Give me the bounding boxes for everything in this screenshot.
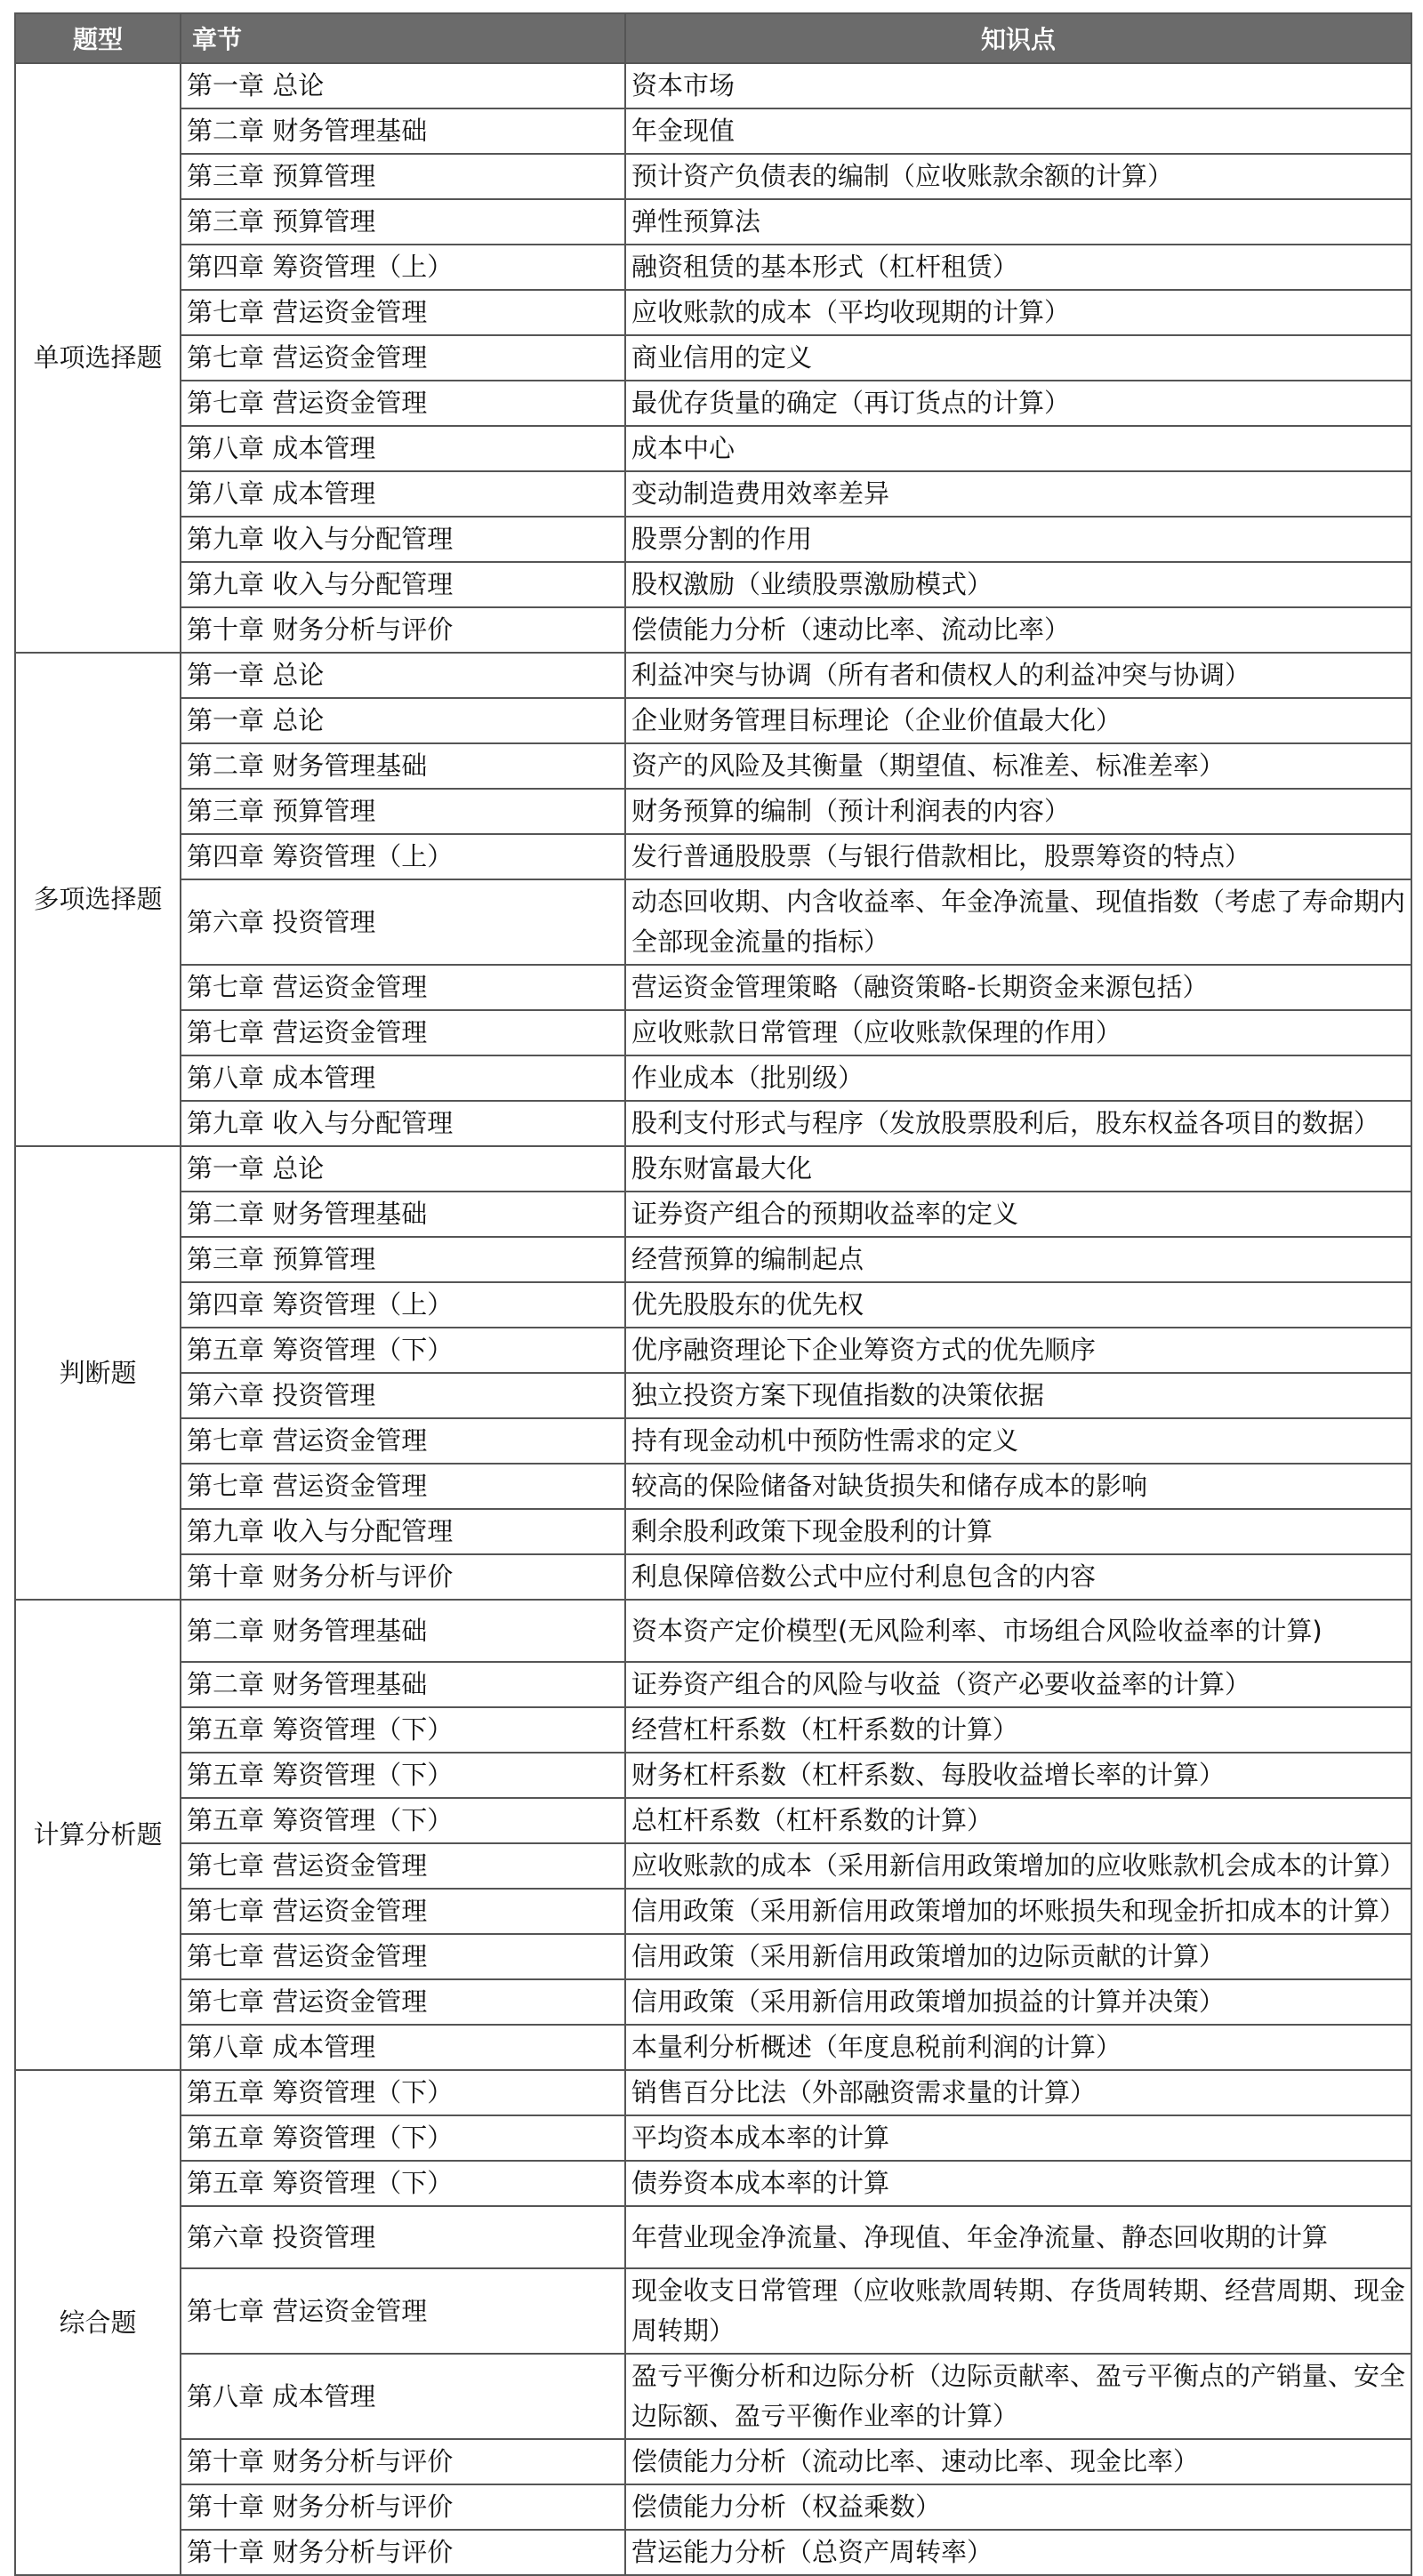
header-knowledge-point: 知识点 bbox=[625, 13, 1411, 63]
table-row bbox=[15, 1979, 1411, 2025]
table-row bbox=[15, 2268, 1411, 2354]
knowledge-point-cell: 偿债能力分析（权益乘数） bbox=[625, 2484, 1411, 2530]
chapter-cell: 第六章 投资管理 bbox=[181, 879, 625, 965]
chapter-cell: 第七章 营运资金管理 bbox=[181, 1934, 625, 1979]
knowledge-point-cell: 资本市场 bbox=[625, 63, 1411, 108]
knowledge-point-cell: 优先股股东的优先权 bbox=[625, 1282, 1411, 1328]
knowledge-point-cell: 股利支付形式与程序（发放股票股利后，股东权益各项目的数据） bbox=[625, 1101, 1411, 1146]
knowledge-point-cell: 独立投资方案下现值指数的决策依据 bbox=[625, 1373, 1411, 1418]
table-row bbox=[15, 2439, 1411, 2484]
chapter-cell: 第七章 营运资金管理 bbox=[181, 1418, 625, 1464]
table-row bbox=[15, 1055, 1411, 1101]
table-row bbox=[15, 2070, 1411, 2115]
table-row bbox=[15, 1843, 1411, 1889]
table-row bbox=[15, 2484, 1411, 2530]
table-row bbox=[15, 63, 1411, 108]
table-row bbox=[15, 471, 1411, 517]
knowledge-point-cell: 销售百分比法（外部融资需求量的计算） bbox=[625, 2070, 1411, 2115]
knowledge-point-cell: 资产的风险及其衡量（期望值、标准差、标准差率） bbox=[625, 743, 1411, 789]
knowledge-point-cell: 营运资金管理策略（融资策略-长期资金来源包括） bbox=[625, 965, 1411, 1010]
chapter-cell: 第七章 营运资金管理 bbox=[181, 381, 625, 426]
knowledge-point-cell: 应收账款日常管理（应收账款保理的作用） bbox=[625, 1010, 1411, 1055]
chapter-cell: 第十章 财务分析与评价 bbox=[181, 2439, 625, 2484]
knowledge-point-cell: 利益冲突与协调（所有者和债权人的利益冲突与协调） bbox=[625, 653, 1411, 698]
knowledge-point-cell: 融资租赁的基本形式（杠杆租赁） bbox=[625, 245, 1411, 290]
chapter-cell: 第九章 收入与分配管理 bbox=[181, 517, 625, 562]
question-type-cell: 单项选择题 bbox=[15, 63, 181, 653]
table-row bbox=[15, 1373, 1411, 1418]
knowledge-point-cell: 年金现值 bbox=[625, 108, 1411, 154]
table-row bbox=[15, 2025, 1411, 2070]
chapter-cell: 第五章 筹资管理（下） bbox=[181, 2115, 625, 2161]
table-row bbox=[15, 834, 1411, 879]
table-row bbox=[15, 2115, 1411, 2161]
chapter-cell: 第四章 筹资管理（上） bbox=[181, 834, 625, 879]
chapter-cell: 第七章 营运资金管理 bbox=[181, 1010, 625, 1055]
table-row bbox=[15, 1934, 1411, 1979]
knowledge-point-cell: 现金收支日常管理（应收账款周转期、存货周转期、经营周期、现金周转期） bbox=[625, 2268, 1411, 2354]
chapter-cell: 第四章 筹资管理（上） bbox=[181, 245, 625, 290]
table-row bbox=[15, 1418, 1411, 1464]
table-row bbox=[15, 1600, 1411, 1662]
knowledge-point-cell: 本量利分析概述（年度息税前利润的计算） bbox=[625, 2025, 1411, 2070]
knowledge-point-cell: 较高的保险储备对缺货损失和储存成本的影响 bbox=[625, 1464, 1411, 1509]
knowledge-table-container bbox=[14, 12, 1411, 2576]
table-row bbox=[15, 607, 1411, 653]
knowledge-point-cell: 证券资产组合的预期收益率的定义 bbox=[625, 1192, 1411, 1237]
chapter-cell: 第九章 收入与分配管理 bbox=[181, 1101, 625, 1146]
knowledge-point-cell: 偿债能力分析（流动比率、速动比率、现金比率） bbox=[625, 2439, 1411, 2484]
table-row bbox=[15, 1798, 1411, 1843]
chapter-cell: 第七章 营运资金管理 bbox=[181, 1979, 625, 2025]
question-type-cell: 多项选择题 bbox=[15, 653, 181, 1146]
table-row bbox=[15, 1707, 1411, 1753]
knowledge-point-cell: 剩余股利政策下现金股利的计算 bbox=[625, 1509, 1411, 1554]
chapter-cell: 第四章 筹资管理（上） bbox=[181, 1282, 625, 1328]
knowledge-point-cell: 优序融资理论下企业筹资方式的优先顺序 bbox=[625, 1328, 1411, 1373]
table-row bbox=[15, 2206, 1411, 2268]
table-row bbox=[15, 2530, 1411, 2575]
table-row bbox=[15, 562, 1411, 607]
chapter-cell: 第七章 营运资金管理 bbox=[181, 1889, 625, 1934]
table-row bbox=[15, 1554, 1411, 1600]
table-row bbox=[15, 1328, 1411, 1373]
knowledge-point-cell: 财务杠杆系数（杠杆系数、每股收益增长率的计算） bbox=[625, 1753, 1411, 1798]
header-type: 题型 bbox=[15, 13, 181, 63]
knowledge-point-cell: 年营业现金净流量、净现值、年金净流量、静态回收期的计算 bbox=[625, 2206, 1411, 2268]
knowledge-point-cell: 经营预算的编制起点 bbox=[625, 1237, 1411, 1282]
chapter-cell: 第八章 成本管理 bbox=[181, 2354, 625, 2439]
chapter-cell: 第三章 预算管理 bbox=[181, 154, 625, 199]
table-row bbox=[15, 290, 1411, 335]
table-body bbox=[15, 63, 1411, 2575]
chapter-cell: 第三章 预算管理 bbox=[181, 789, 625, 834]
table-row bbox=[15, 1464, 1411, 1509]
knowledge-point-cell: 资本资产定价模型(无风险利率、市场组合风险收益率的计算) bbox=[625, 1600, 1411, 1662]
knowledge-point-cell: 营运能力分析（总资产周转率） bbox=[625, 2530, 1411, 2575]
knowledge-point-cell: 平均资本成本率的计算 bbox=[625, 2115, 1411, 2161]
chapter-cell: 第五章 筹资管理（下） bbox=[181, 2161, 625, 2206]
table-row bbox=[15, 653, 1411, 698]
chapter-cell: 第七章 营运资金管理 bbox=[181, 290, 625, 335]
chapter-cell: 第二章 财务管理基础 bbox=[181, 1600, 625, 1662]
chapter-cell: 第六章 投资管理 bbox=[181, 1373, 625, 1418]
chapter-cell: 第二章 财务管理基础 bbox=[181, 743, 625, 789]
chapter-cell: 第七章 营运资金管理 bbox=[181, 2268, 625, 2354]
knowledge-point-cell: 信用政策（采用新信用政策增加的边际贡献的计算） bbox=[625, 1934, 1411, 1979]
chapter-cell: 第十章 财务分析与评价 bbox=[181, 2530, 625, 2575]
chapter-cell: 第一章 总论 bbox=[181, 63, 625, 108]
table-row bbox=[15, 743, 1411, 789]
knowledge-point-cell: 商业信用的定义 bbox=[625, 335, 1411, 381]
knowledge-point-cell: 动态回收期、内含收益率、年金净流量、现值指数（考虑了寿命期内全部现金流量的指标） bbox=[625, 879, 1411, 965]
question-type-cell: 判断题 bbox=[15, 1146, 181, 1600]
chapter-cell: 第七章 营运资金管理 bbox=[181, 1843, 625, 1889]
table-row bbox=[15, 1282, 1411, 1328]
knowledge-point-cell: 盈亏平衡分析和边际分析（边际贡献率、盈亏平衡点的产销量、安全边际额、盈亏平衡作业率的计算） bbox=[625, 2354, 1411, 2439]
table-row bbox=[15, 1509, 1411, 1554]
knowledge-point-cell: 信用政策（采用新信用政策增加的坏账损失和现金折扣成本的计算） bbox=[625, 1889, 1411, 1934]
table-row bbox=[15, 2161, 1411, 2206]
chapter-cell: 第九章 收入与分配管理 bbox=[181, 1509, 625, 1554]
chapter-cell: 第三章 预算管理 bbox=[181, 1237, 625, 1282]
chapter-cell: 第一章 总论 bbox=[181, 1146, 625, 1192]
chapter-cell: 第一章 总论 bbox=[181, 698, 625, 743]
table-row bbox=[15, 381, 1411, 426]
chapter-cell: 第二章 财务管理基础 bbox=[181, 1192, 625, 1237]
table-row bbox=[15, 1237, 1411, 1282]
chapter-cell: 第八章 成本管理 bbox=[181, 426, 625, 471]
knowledge-point-cell: 股东财富最大化 bbox=[625, 1146, 1411, 1192]
knowledge-table bbox=[14, 12, 1412, 2576]
question-type-cell: 综合题 bbox=[15, 2070, 181, 2575]
knowledge-point-cell: 发行普通股股票（与银行借款相比，股票筹资的特点） bbox=[625, 834, 1411, 879]
table-row bbox=[15, 789, 1411, 834]
header-chapter: 章节 bbox=[181, 13, 625, 63]
table-row bbox=[15, 965, 1411, 1010]
table-row bbox=[15, 1753, 1411, 1798]
knowledge-point-cell: 股票分割的作用 bbox=[625, 517, 1411, 562]
header-row bbox=[15, 13, 1411, 63]
chapter-cell: 第九章 收入与分配管理 bbox=[181, 562, 625, 607]
chapter-cell: 第五章 筹资管理（下） bbox=[181, 2070, 625, 2115]
knowledge-point-cell: 持有现金动机中预防性需求的定义 bbox=[625, 1418, 1411, 1464]
chapter-cell: 第五章 筹资管理（下） bbox=[181, 1707, 625, 1753]
knowledge-point-cell: 预计资产负债表的编制（应收账款余额的计算） bbox=[625, 154, 1411, 199]
knowledge-point-cell: 股权激励（业绩股票激励模式） bbox=[625, 562, 1411, 607]
chapter-cell: 第八章 成本管理 bbox=[181, 471, 625, 517]
knowledge-point-cell: 最优存货量的确定（再订货点的计算） bbox=[625, 381, 1411, 426]
chapter-cell: 第五章 筹资管理（下） bbox=[181, 1753, 625, 1798]
chapter-cell: 第十章 财务分析与评价 bbox=[181, 607, 625, 653]
table-row bbox=[15, 1192, 1411, 1237]
chapter-cell: 第八章 成本管理 bbox=[181, 1055, 625, 1101]
knowledge-point-cell: 弹性预算法 bbox=[625, 199, 1411, 245]
chapter-cell: 第六章 投资管理 bbox=[181, 2206, 625, 2268]
table-row bbox=[15, 698, 1411, 743]
knowledge-point-cell: 变动制造费用效率差异 bbox=[625, 471, 1411, 517]
knowledge-point-cell: 偿债能力分析（速动比率、流动比率） bbox=[625, 607, 1411, 653]
knowledge-point-cell: 应收账款的成本（采用新信用政策增加的应收账款机会成本的计算） bbox=[625, 1843, 1411, 1889]
table-row bbox=[15, 154, 1411, 199]
chapter-cell: 第七章 营运资金管理 bbox=[181, 965, 625, 1010]
table-row bbox=[15, 1101, 1411, 1146]
table-row bbox=[15, 199, 1411, 245]
table-row bbox=[15, 1662, 1411, 1707]
knowledge-point-cell: 应收账款的成本（平均收现期的计算） bbox=[625, 290, 1411, 335]
chapter-cell: 第二章 财务管理基础 bbox=[181, 108, 625, 154]
chapter-cell: 第十章 财务分析与评价 bbox=[181, 2484, 625, 2530]
chapter-cell: 第十章 财务分析与评价 bbox=[181, 1554, 625, 1600]
table-row bbox=[15, 426, 1411, 471]
knowledge-point-cell: 总杠杆系数（杠杆系数的计算） bbox=[625, 1798, 1411, 1843]
knowledge-point-cell: 财务预算的编制（预计利润表的内容） bbox=[625, 789, 1411, 834]
chapter-cell: 第五章 筹资管理（下） bbox=[181, 1798, 625, 1843]
table-row bbox=[15, 2354, 1411, 2439]
knowledge-point-cell: 企业财务管理目标理论（企业价值最大化） bbox=[625, 698, 1411, 743]
knowledge-point-cell: 债券资本成本率的计算 bbox=[625, 2161, 1411, 2206]
table-row bbox=[15, 1146, 1411, 1192]
question-type-cell: 计算分析题 bbox=[15, 1600, 181, 2070]
table-row bbox=[15, 108, 1411, 154]
knowledge-point-cell: 利息保障倍数公式中应付利息包含的内容 bbox=[625, 1554, 1411, 1600]
table-row bbox=[15, 335, 1411, 381]
table-row bbox=[15, 1010, 1411, 1055]
knowledge-point-cell: 证券资产组合的风险与收益（资产必要收益率的计算） bbox=[625, 1662, 1411, 1707]
knowledge-point-cell: 成本中心 bbox=[625, 426, 1411, 471]
chapter-cell: 第五章 筹资管理（下） bbox=[181, 1328, 625, 1373]
chapter-cell: 第三章 预算管理 bbox=[181, 199, 625, 245]
table-row bbox=[15, 245, 1411, 290]
knowledge-point-cell: 经营杠杆系数（杠杆系数的计算） bbox=[625, 1707, 1411, 1753]
table-row bbox=[15, 517, 1411, 562]
chapter-cell: 第八章 成本管理 bbox=[181, 2025, 625, 2070]
table-row bbox=[15, 879, 1411, 965]
table-row bbox=[15, 1889, 1411, 1934]
chapter-cell: 第二章 财务管理基础 bbox=[181, 1662, 625, 1707]
chapter-cell: 第七章 营运资金管理 bbox=[181, 335, 625, 381]
knowledge-point-cell: 信用政策（采用新信用政策增加损益的计算并决策） bbox=[625, 1979, 1411, 2025]
chapter-cell: 第七章 营运资金管理 bbox=[181, 1464, 625, 1509]
knowledge-point-cell: 作业成本（批别级） bbox=[625, 1055, 1411, 1101]
chapter-cell: 第一章 总论 bbox=[181, 653, 625, 698]
